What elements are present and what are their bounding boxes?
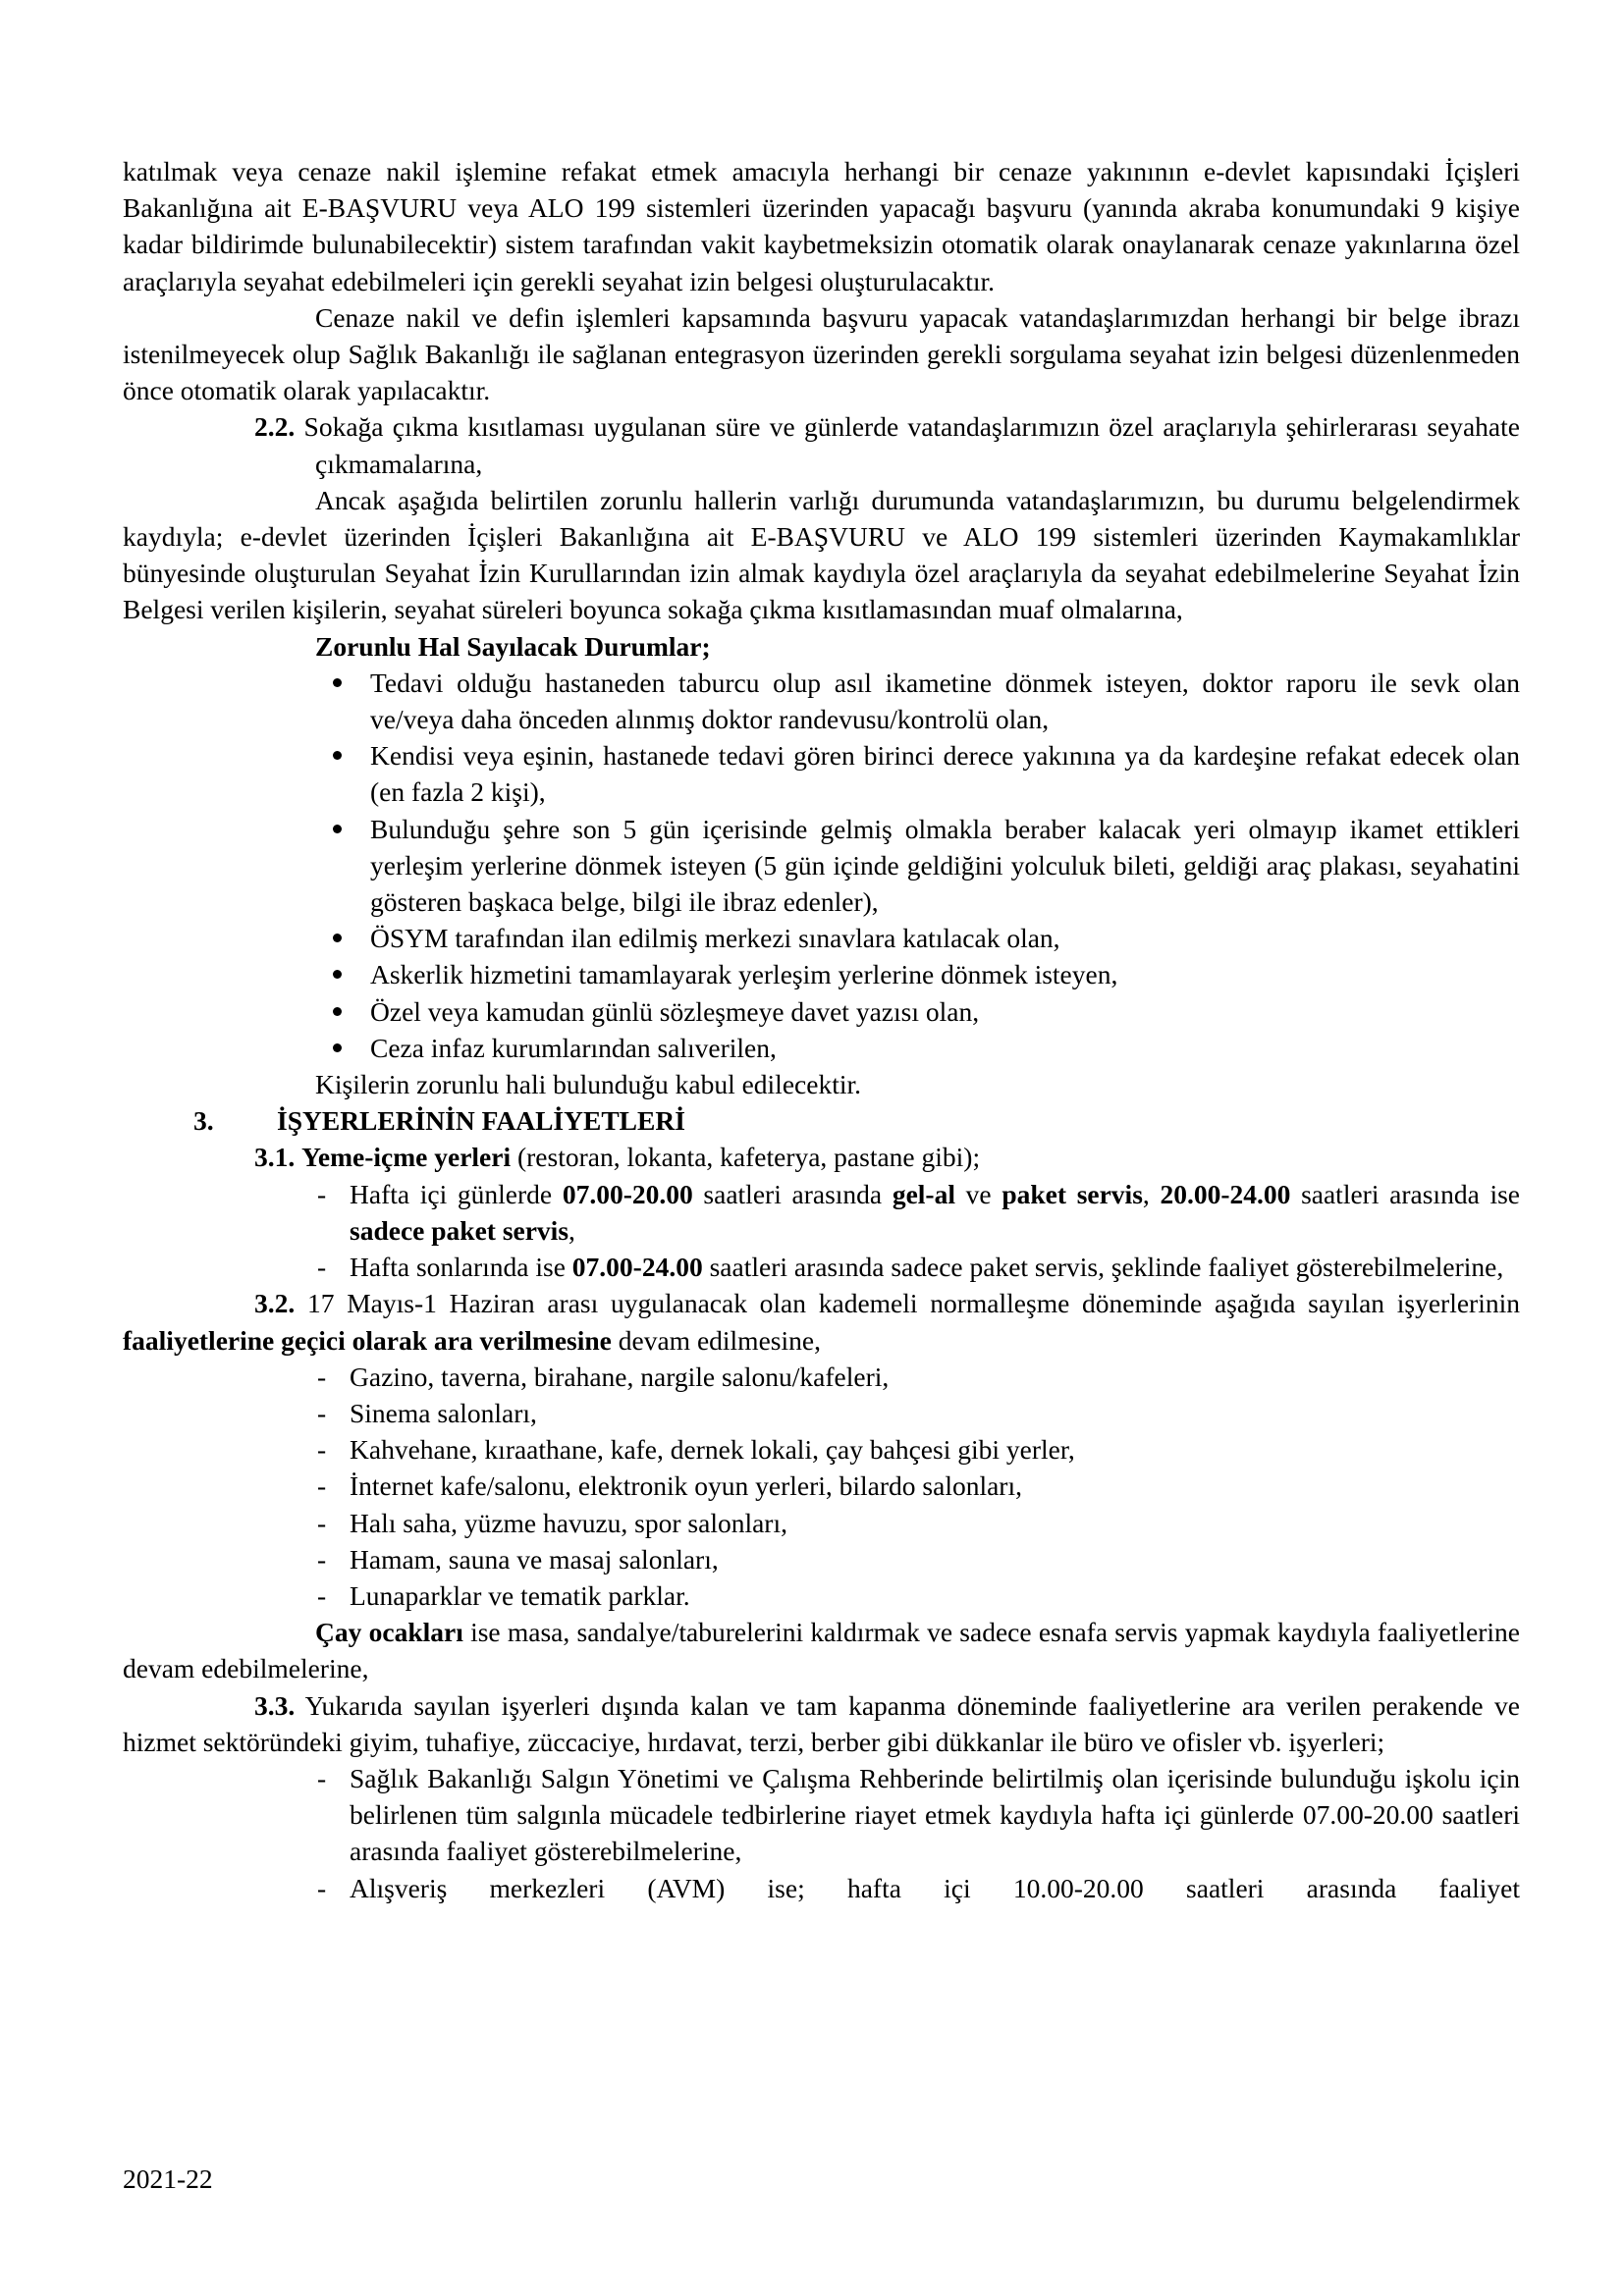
list-item: - Lunaparklar ve tematik parklar. xyxy=(317,1579,690,1611)
document-page xyxy=(123,153,1520,1906)
bullet-icon xyxy=(333,825,342,833)
bullet-icon xyxy=(333,934,342,942)
section-number: 2.2. xyxy=(254,411,296,443)
list-item: - Hafta içi günlerde 07.00-20.00 saatleri arasında gel-al ve paket servis, 20.00-24.00 saatleri arasında ise sadece paket servis, xyxy=(317,1178,1521,1246)
list-item: - İnternet kafe/salonu, elektronik oyun yerleri, bilardo salonları, xyxy=(317,1470,1022,1502)
page-footer-code: 2021-22 xyxy=(123,2163,213,2194)
section-3-1-title: Yeme-içme yerleri xyxy=(301,1142,512,1173)
list-item: - Sağlık Bakanlığı Salgın Yönetimi ve Çalışma Rehberinde belirtilmiş olan içerisinde bulunduğu işkolu için belirlenen tüm salgınla mücadele tedbirlerine riayet etmek kaydıyla hafta içi günlerde 07.00-20.00 saatleri arasında faaliyet gösterebilmelerine, xyxy=(317,1762,1520,1867)
list-item: Kendisi veya eşinin, hastanede tedavi gören birinci derece yakınına ya da kardeşine refakat edecek olan (en fazla 2 kişi), xyxy=(123,737,1520,810)
section-3-heading xyxy=(193,1102,1520,1139)
list-item: Bulunduğu şehre son 5 gün içerisinde gelmiş olmakla beraber kalacak yeri olmayıp ikamet ettikleri yerleşim yerlerine dönmek isteyen (5 gün içinde geldiğini yolculuk bileti, geldiği araç plakası, seyahatini gösteren başkaca belge, bilgi ile ibraz edenler), xyxy=(123,811,1520,921)
list-item: Özel veya kamudan günlü sözleşmeye davet yazısı olan, xyxy=(123,993,1520,1030)
paragraph-kabul: Kişilerin zorunlu hali bulunduğu kabul edilecektir. xyxy=(315,1069,861,1100)
list-item: - Alışveriş merkezleri (AVM) ise; hafta içi 10.00-20.00 saatleri arasında faaliyet xyxy=(317,1872,1520,1903)
list-item: Ceza infaz kurumlarından salıverilen, xyxy=(123,1030,1520,1066)
section-number: 3. xyxy=(193,1105,214,1137)
paragraph-cay-ocaklari: Çay ocakları ise masa, sandalye/taburelerini kaldırmak ve sadece esnafa servis yapmak kaydıyla faaliyetlerine devam edebilmelerine, xyxy=(123,1617,1520,1684)
kapali-isyerleri-list xyxy=(123,1359,1520,1614)
list-item: - Gazino, taverna, birahane, nargile salonu/kafeleri, xyxy=(317,1361,890,1392)
bullet-icon xyxy=(333,751,342,760)
section-number: 3.2. xyxy=(254,1288,296,1319)
section-3-1-desc: (restoran, lokanta, kafeterya, pastane gibi); xyxy=(511,1142,981,1173)
paragraph-cenaze-belge: Cenaze nakil ve defin işlemleri kapsamında başvuru yapacak vatandaşlarımızdan herhangi bir belge ibrazı istenilmeyecek olup Sağlık Bakanlığı ile sağlanan entegrasyon üzerinden gerekli sorgulama seyahat izin belgesi düzenlenmeden önce otomatik olarak yapılacaktır. xyxy=(123,301,1520,406)
bullet-icon xyxy=(333,1007,342,1016)
list-item: - Hamam, sauna ve masaj salonları, xyxy=(317,1543,719,1575)
section-3-1 xyxy=(254,1139,1520,1175)
section-3-2: 3.2. 17 Mayıs-1 Haziran arası uygulanacak olan kademeli normalleşme döneminde aşağıda sayılan işyerlerinin faaliyetlerine geçici olarak ara verilmesine devam edilmesine, xyxy=(123,1288,1520,1356)
list-item: - Halı saha, yüzme havuzu, spor salonları, xyxy=(317,1507,787,1538)
paragraph-zorunlu-haller: Ancak aşağıda belirtilen zorunlu hallerin varlığı durumunda vatandaşlarımızın, bu durumu belgelendirmek kaydıyla; e-devlet üzerinden İçişleri Bakanlığına ait E-BAŞVURU ve ALO 199 sistemleri üzerinden Kaymakamlıklar bünyesinde oluşturulan Seyahat İzin Kurullarından izin almak kaydıyla özel araçlarıyla da seyahat edebilmelerine Seyahat İzin Belgesi verilen kişilerin, seyahat süreleri boyunca sokağa çıkma kısıtlamasından muaf olmalarına, xyxy=(123,484,1520,625)
list-item: - Sinema salonları, xyxy=(317,1397,537,1428)
list-item: - Kahvehane, kıraathane, kafe, dernek lokali, çay bahçesi gibi yerler, xyxy=(317,1434,1075,1466)
paragraph-cenaze-basvuru: katılmak veya cenaze nakil işlemine refakat etmek amacıyla herhangi bir cenaze yakınının e-devlet kapısındaki İçişleri Bakanlığına ait E-BAŞVURU veya ALO 199 sistemleri üzerinden yapacağı başvuru (yanında akraba konumundaki 9 kişiye kadar bildirimde bulunabilecektir) sistem tarafından vakit kaybetmeksizin otomatik olarak onaylanarak cenaze yakınlarına özel araçlarıyla seyahat edebilmeleri için gerekli seyahat izin belgesi oluşturulacaktır. xyxy=(123,156,1520,296)
list-item: - Hafta sonlarında ise 07.00-24.00 saatleri arasında sadece paket servis, şeklinde faaliyet gösterebilmelerine, xyxy=(317,1252,1504,1283)
section-2-2-text: Sokağa çıkma kısıtlaması uygulanan süre ve günlerde vatandaşlarımızın özel araçlarıyla şehirlerarası seyahate çıkmamalarına, xyxy=(303,411,1520,479)
bullet-icon xyxy=(333,970,342,979)
list-item: Askerlik hizmetini tamamlayarak yerleşim yerlerine dönmek isteyen, xyxy=(123,956,1520,992)
bullet-icon xyxy=(333,1043,342,1052)
list-item: ÖSYM tarafından ilan edilmiş merkezi sınavlara katılacak olan, xyxy=(123,920,1520,956)
section-2-2 xyxy=(254,408,1520,481)
section-number: 3.3. xyxy=(254,1689,296,1721)
yeme-icme-list xyxy=(123,1176,1520,1286)
section-title: İŞYERLERİNİN FAALİYETLERİ xyxy=(277,1105,685,1137)
list-item: Tedavi olduğu hastaneden taburcu olup asıl ikametine dönmek isteyen, doktor raporu ile sevk olan ve/veya daha önceden alınmış doktor randevusu/kontrolü olan, xyxy=(123,665,1520,737)
acik-isyerleri-list xyxy=(123,1760,1520,1906)
zorunlu-hal-list xyxy=(123,665,1520,1066)
bullet-icon xyxy=(333,678,342,687)
zorunlu-hal-heading: Zorunlu Hal Sayılacak Durumlar; xyxy=(315,630,711,662)
section-3-3: 3.3. Yukarıda sayılan işyerleri dışında kalan ve tam kapanma döneminde faaliyetlerine ara verilen perakende ve hizmet sektöründeki giyim, tuhafiye, züccaciye, hırdavat, terzi, berber gibi dükkanlar ile büro ve ofisler vb. işyerleri; xyxy=(123,1689,1520,1757)
section-number: 3.1. xyxy=(254,1142,296,1173)
